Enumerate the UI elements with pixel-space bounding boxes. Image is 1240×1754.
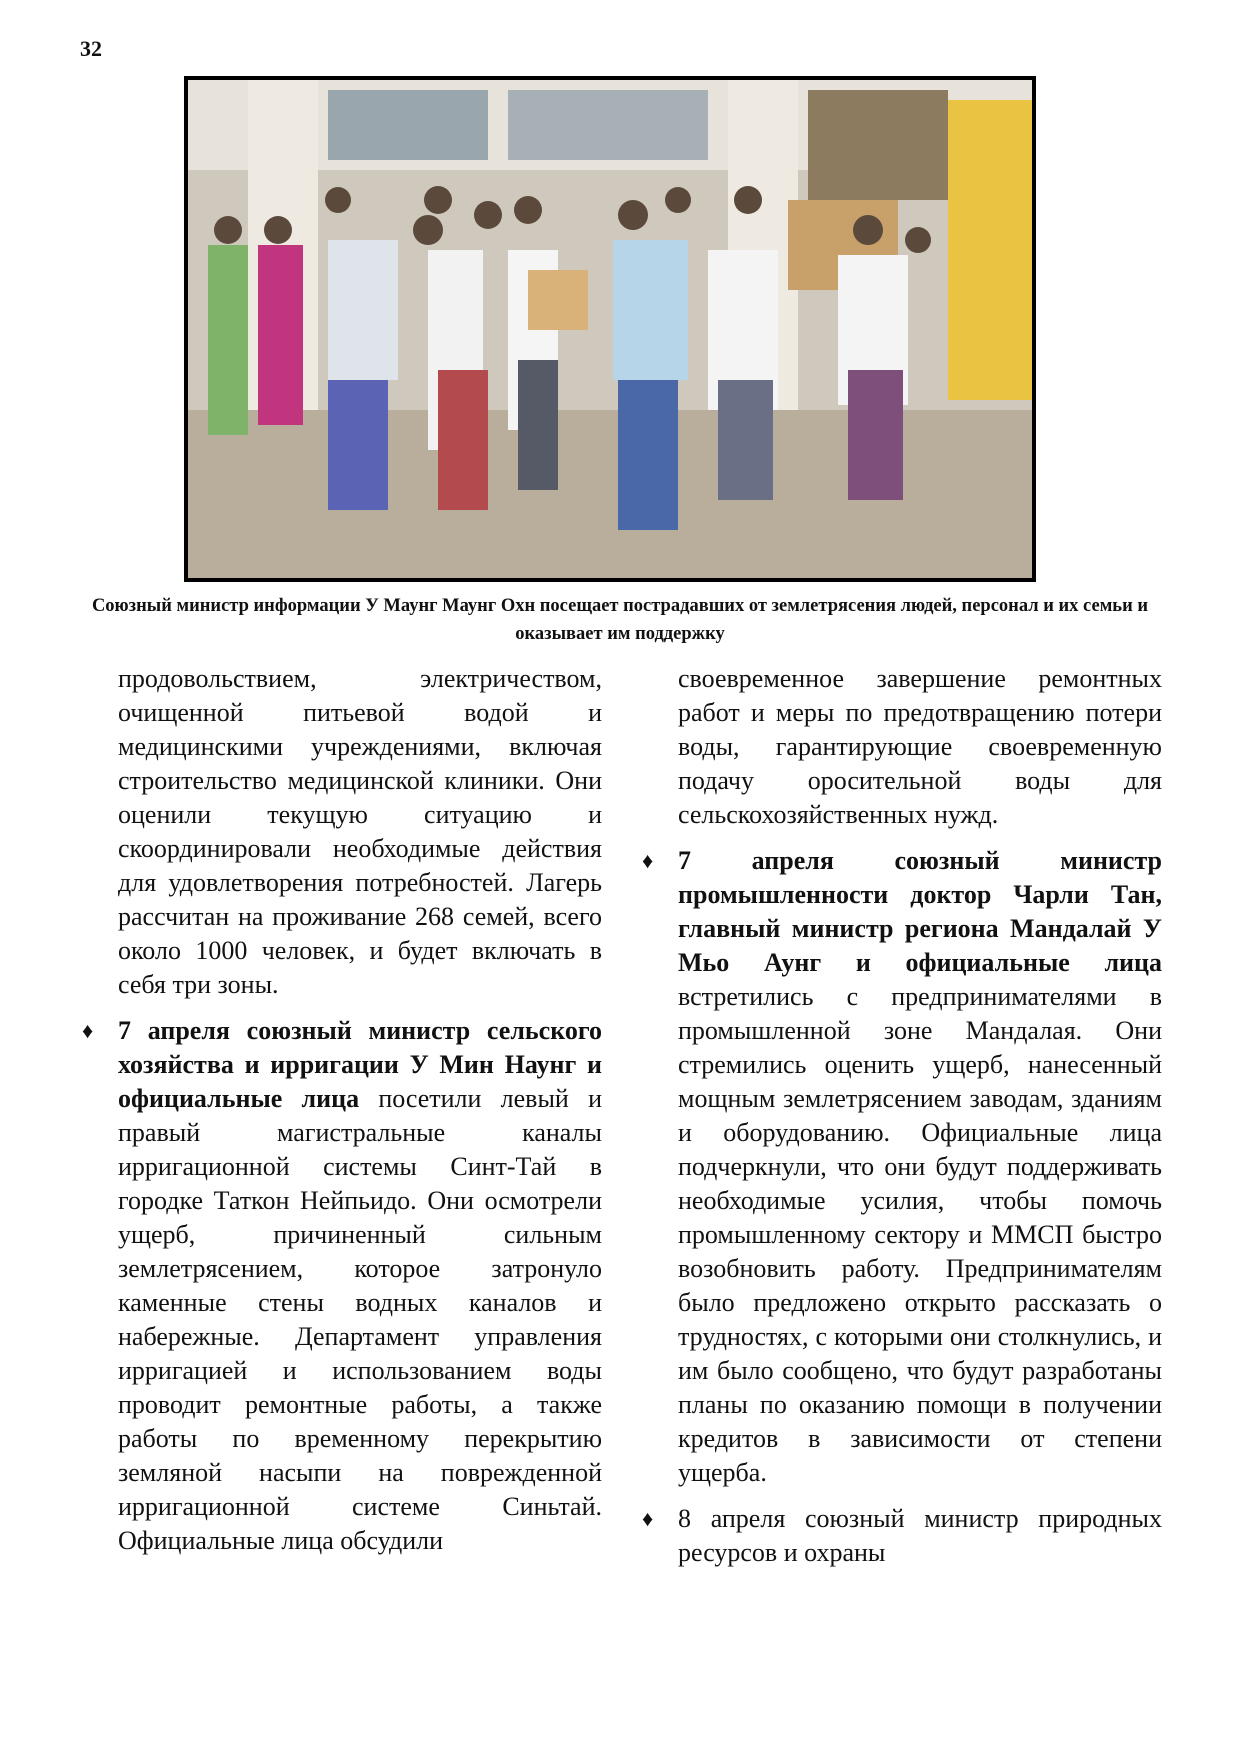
photo-caption: Союзный министр информации У Маунг Маунг Охн посещает пострадавших от землетрясения людей, персонал и их семьи и оказывает им поддержку: [91, 596, 1149, 644]
news-photo: [184, 76, 1036, 582]
bullet-diamond-icon: ♦: [642, 1506, 654, 1531]
left-column: [82, 662, 602, 1558]
item-bold-lead: 7 апреля союзный министр сельского хозяйства и ирригации У Мин Наунг и официальные лица: [118, 1016, 602, 1113]
item-text: посетили левый и правый магистральные каналы ирригационной системы Синт-Тай в городке Таткон Нейпьидо. Они осмотрели ущерб, причиненный сильным землетрясением, которое затронуло каменные стены водных каналов и набережные. Департамент управления ирригацией и использованием воды проводит ремонтные работы, а также работы по временному перекрытию земляной насыпи на поврежденной ирригационной системе Синьтай. Официальные лица обсудили: [118, 1084, 602, 1555]
list-item: [82, 1014, 602, 1558]
bullet-diamond-icon: ♦: [82, 1018, 94, 1043]
page-number: 32: [80, 36, 102, 61]
bullet-diamond-icon: ♦: [642, 848, 654, 873]
list-item: [642, 844, 1162, 1490]
item-bold-lead: 7 апреля союзный министр промышленности доктор Чарли Тан, главный министр региона Мандалай У Мьо Аунг и официальные лица: [678, 846, 1162, 977]
list-item: [642, 1502, 1162, 1570]
right-column: [642, 662, 1162, 1570]
item-text: встретились с предпринимателями в промышленной зоне Мандалая. Они стремились оценить ущерб, нанесенный мощным землетрясением заводам, зданиям и оборудованию. Официальные лица подчеркнули, что они будут поддерживать необходимые усилия, чтобы помочь промышленному сектору и ММСП быстро возобновить работу. Предпринимателям было предложено открыто рассказать о трудностях, с которыми они столкнулись, и им было сообщено, что будут разработаны планы по оказанию помощи в получении кредитов в зависимости от степени ущерба.: [678, 982, 1162, 1487]
item-text: 8 апреля союзный министр природных ресурсов и охраны: [678, 1504, 1162, 1567]
left-continuation-paragraph: продовольствием, электричеством, очищенной питьевой водой и медицинскими учреждениями, включая строительство медицинской клиники. Они оценили текущую ситуацию и скоординировали необходимые действия для удовлетворения потребностей. Лагерь рассчитан на проживание 268 семей, всего около 1000 человек, и будет включать в себя три зоны.: [118, 664, 602, 999]
right-continuation-paragraph: своевременное завершение ремонтных работ и меры по предотвращению потери воды, гарантирующие своевременную подачу оросительной воды для сельскохозяйственных нужд.: [678, 664, 1162, 829]
photo-illustration: [188, 80, 1032, 578]
